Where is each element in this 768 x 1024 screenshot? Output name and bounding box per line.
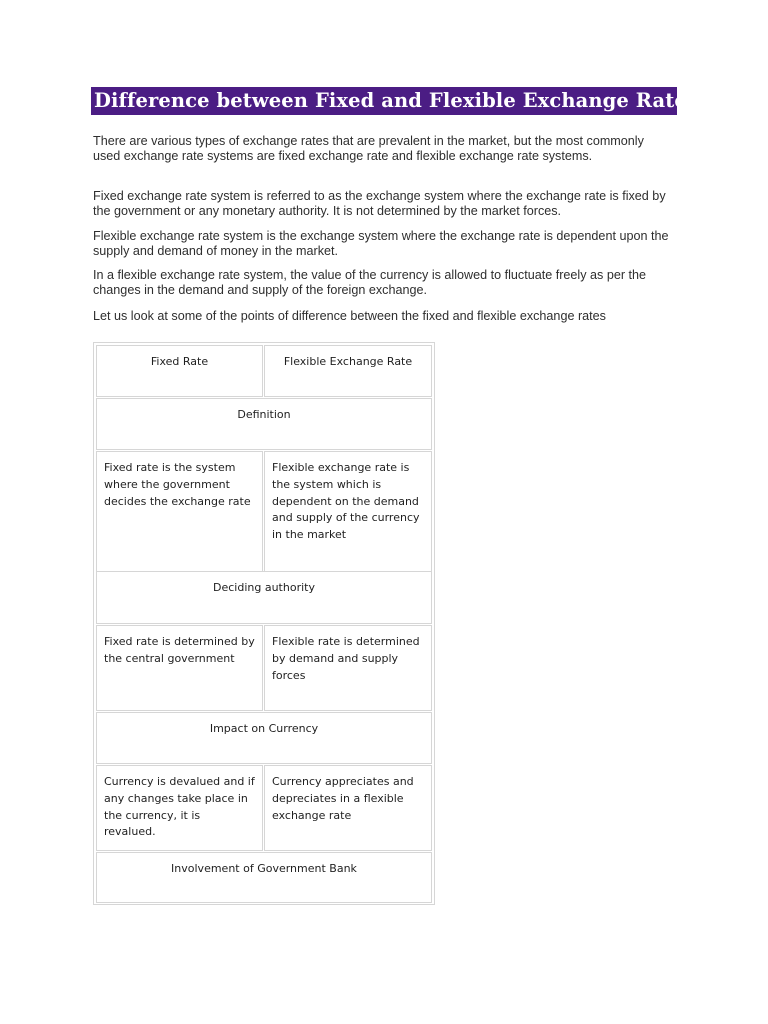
definition-flexible-cell: Flexible exchange rate is the system which is dependent on the demand and supply of the currency in the market: [264, 451, 432, 572]
fixed-rate-paragraph: Fixed exchange rate system is referred to as the exchange system where the exchange rate is fixed by the government or any monetary authority. It is not determined by the market forces.: [93, 189, 666, 219]
section-label-government-bank: Involvement of Government Bank: [96, 852, 432, 903]
impact-flexible-cell: Currency appreciates and depreciates in a flexible exchange rate: [264, 765, 432, 851]
header-flexible-rate: Flexible Exchange Rate: [264, 345, 432, 397]
flexible-system-paragraph: In a flexible exchange rate system, the value of the currency is allowed to fluctuate freely as per the changes in the demand and supply of the foreign exchange.: [93, 268, 647, 298]
section-label-impact-on-currency: Impact on Currency: [96, 712, 432, 764]
flexible-rate-paragraph: Flexible exchange rate system is the exchange system where the exchange rate is dependent upon the supply and demand of money in the market.: [93, 229, 669, 259]
impact-fixed-cell: Currency is devalued and if any changes take place in the currency, it is revalued.: [96, 765, 263, 851]
page-title: Difference between Fixed and Flexible Exchange Rate: [91, 87, 677, 115]
authority-fixed-cell: Fixed rate is determined by the central government: [96, 625, 263, 711]
comparison-table: [93, 342, 435, 905]
definition-fixed-cell: Fixed rate is the system where the government decides the exchange rate: [96, 451, 263, 572]
section-label-definition: Definition: [96, 398, 432, 450]
intro-paragraph: There are various types of exchange rates that are prevalent in the market, but the most commonly used exchange rate systems are fixed exchange rate and flexible exchange rate systems.: [93, 134, 644, 164]
lead-in-paragraph: Let us look at some of the points of difference between the fixed and flexible exchange rates: [93, 309, 606, 323]
authority-flexible-cell: Flexible rate is determined by demand and supply forces: [264, 625, 432, 711]
section-label-deciding-authority: Deciding authority: [96, 571, 432, 624]
header-fixed-rate: Fixed Rate: [96, 345, 263, 397]
